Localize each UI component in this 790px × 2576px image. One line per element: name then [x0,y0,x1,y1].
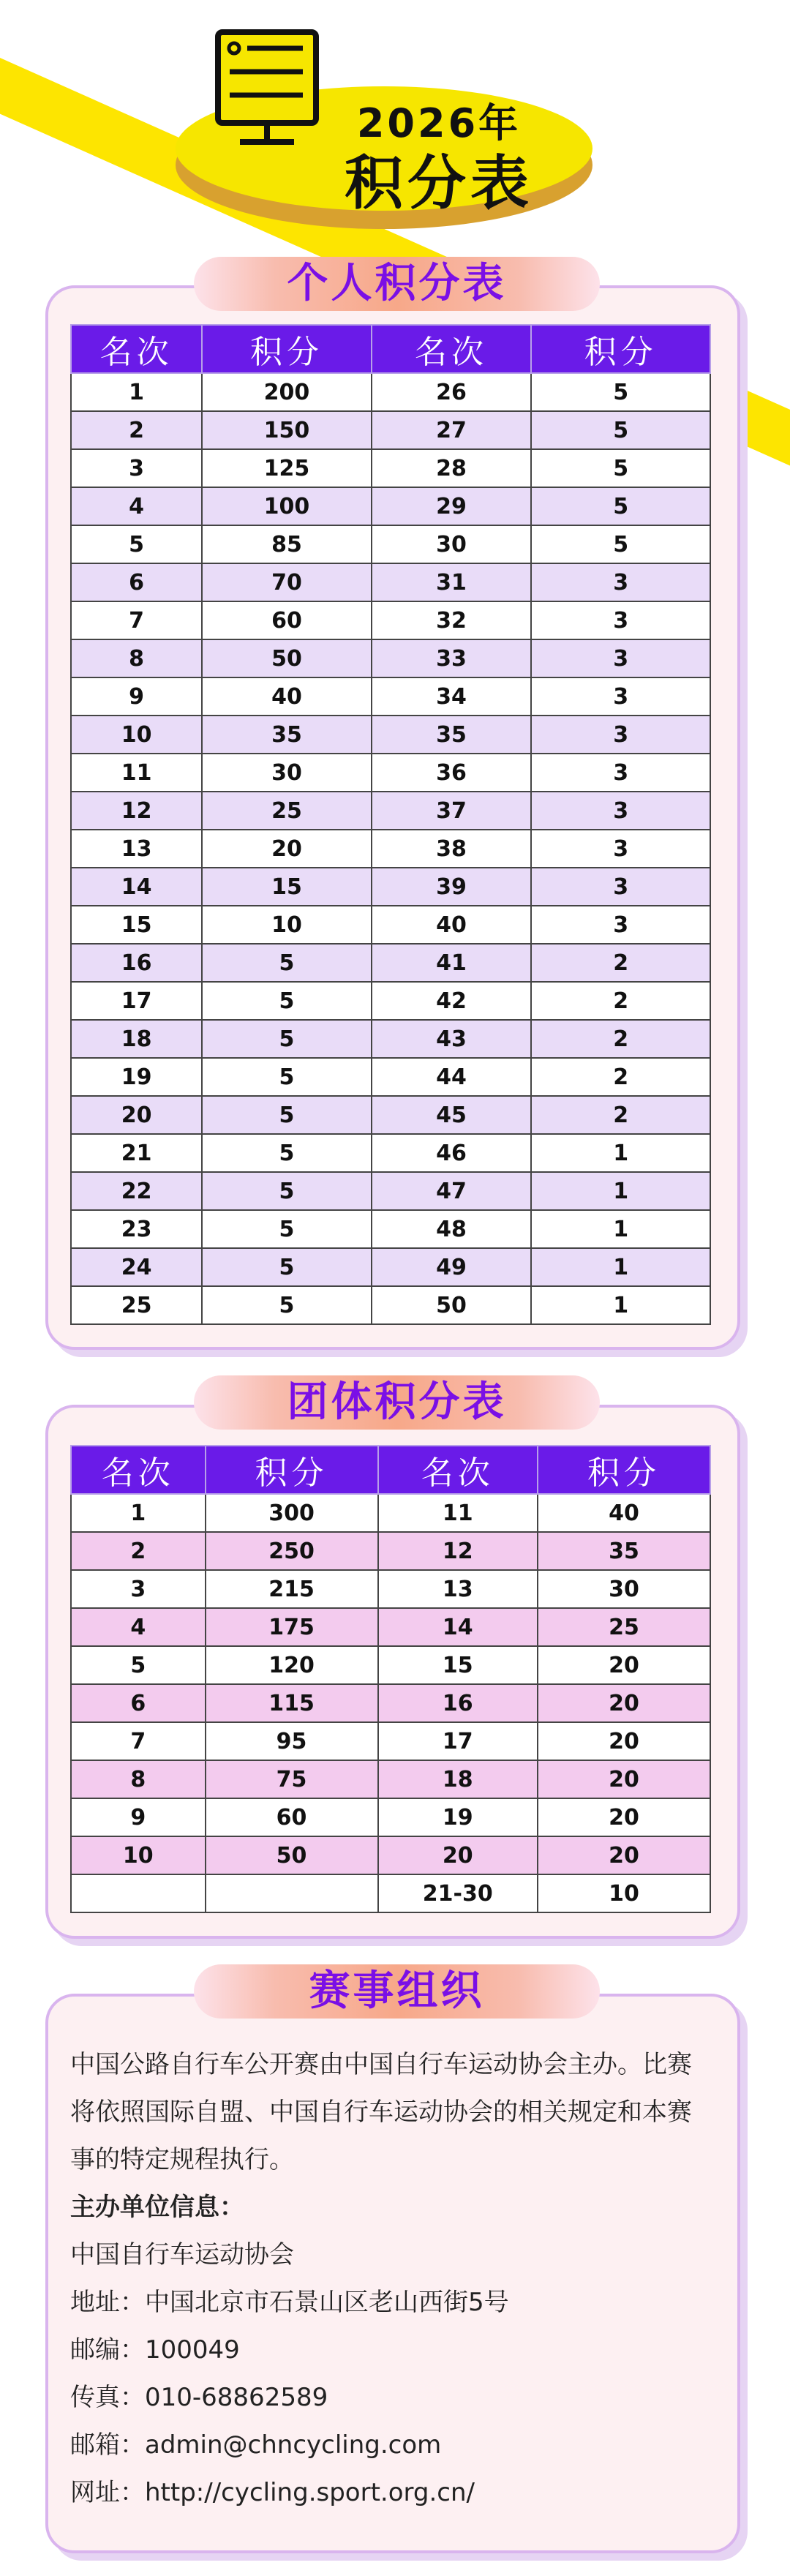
points-cell: 1 [531,1172,710,1210]
rank-cell: 12 [71,792,202,830]
table-row [71,1798,710,1836]
rank-cell: 6 [71,1684,206,1722]
points-cell: 30 [538,1570,710,1608]
rank-cell: 2 [71,1532,206,1570]
rank-cell: 28 [372,449,532,487]
table-row [71,906,710,944]
rank-cell: 38 [372,830,532,868]
rank-cell: 42 [372,982,532,1020]
header-year: 2026年 [356,100,522,146]
table-row [71,1172,710,1210]
rank-cell: 1 [71,373,202,411]
table-row [71,487,710,525]
points-cell: 250 [206,1532,378,1570]
points-cell: 175 [206,1608,378,1646]
points-cell: 200 [202,373,372,411]
rank-cell: 15 [378,1646,538,1684]
points-cell: 5 [531,449,710,487]
team-points-table [70,1445,711,1913]
table-row [71,1722,710,1760]
points-cell: 5 [531,525,710,563]
points-cell: 100 [202,487,372,525]
table-row [71,830,710,868]
points-cell: 3 [531,906,710,944]
individual-points-title: 个人积分表 [194,257,600,311]
organizer-postcode: 邮编：100049 [70,2335,240,2365]
table-row [71,1874,710,1912]
table-row [71,868,710,906]
rank-cell: 3 [71,1570,206,1608]
rank-cell: 21 [71,1134,202,1172]
points-cell: 5 [202,1210,372,1248]
points-cell: 5 [202,1286,372,1324]
points-cell: 25 [202,792,372,830]
points-cell: 2 [531,982,710,1020]
table-header-row [71,1446,710,1494]
points-cell: 3 [531,830,710,868]
table-row [71,1684,710,1722]
points-cell: 5 [202,1134,372,1172]
points-cell: 70 [202,563,372,601]
table-row [71,639,710,677]
points-cell: 3 [531,792,710,830]
points-cell: 150 [202,411,372,449]
points-cell: 20 [538,1760,710,1798]
table-row [71,944,710,982]
organizer-fax: 传真：010-68862589 [70,2383,328,2412]
individual-points-table [70,324,711,1325]
rank-cell: 47 [372,1172,532,1210]
points-cell: 5 [531,373,710,411]
organization-title: 赛事组织 [194,1964,600,2019]
table-row [71,373,710,411]
organization-text [70,2041,714,2517]
rank-cell: 8 [71,1760,206,1798]
organizer-website[interactable]: 网址：http://cycling.sport.org.cn/ [70,2478,475,2507]
points-cell: 3 [531,716,710,754]
points-cell: 2 [531,944,710,982]
table-row [71,677,710,716]
rank-cell: 24 [71,1248,202,1286]
rank-cell: 35 [372,716,532,754]
rank-cell: 5 [71,1646,206,1684]
rank-cell: 21-30 [378,1874,538,1912]
points-cell: 5 [531,411,710,449]
rank-cell: 16 [378,1684,538,1722]
column-header-points: 积分 [538,1446,710,1494]
rank-cell: 41 [372,944,532,982]
points-cell: 10 [538,1874,710,1912]
rank-cell: 13 [71,830,202,868]
rank-cell: 31 [372,563,532,601]
rank-cell: 4 [71,1608,206,1646]
points-cell: 120 [206,1646,378,1684]
points-cell: 15 [202,868,372,906]
rank-cell: 18 [71,1020,202,1058]
rank-cell: 13 [378,1570,538,1608]
rank-cell: 15 [71,906,202,944]
rank-cell: 36 [372,754,532,792]
rank-cell: 4 [71,487,202,525]
points-cell: 3 [531,677,710,716]
rank-cell: 14 [378,1608,538,1646]
points-cell: 3 [531,639,710,677]
points-cell: 20 [538,1836,710,1874]
points-cell: 215 [206,1570,378,1608]
table-row [71,716,710,754]
rank-cell: 3 [71,449,202,487]
rank-cell: 27 [372,411,532,449]
rank-cell: 16 [71,944,202,982]
rank-cell: 19 [71,1058,202,1096]
rank-cell: 9 [71,1798,206,1836]
points-cell: 50 [202,639,372,677]
points-cell: 20 [202,830,372,868]
table-row [71,449,710,487]
table-row [71,1570,710,1608]
rank-cell: 20 [71,1096,202,1134]
column-header-points: 积分 [202,325,372,373]
rank-cell: 2 [71,411,202,449]
rank-cell: 11 [71,754,202,792]
points-cell: 2 [531,1096,710,1134]
rank-cell: 9 [71,677,202,716]
table-row [71,754,710,792]
points-cell: 10 [202,906,372,944]
rank-cell: 8 [71,639,202,677]
table-row [71,601,710,639]
points-cell: 300 [206,1494,378,1532]
points-cell: 20 [538,1646,710,1684]
rank-cell: 46 [372,1134,532,1172]
rank-cell: 44 [372,1058,532,1096]
table-row [71,1836,710,1874]
rank-cell: 32 [372,601,532,639]
rank-cell: 17 [378,1722,538,1760]
header-title: 积分表 [345,149,533,217]
rank-cell: 19 [378,1798,538,1836]
rank-cell: 18 [378,1760,538,1798]
points-cell: 3 [531,601,710,639]
points-cell: 2 [531,1058,710,1096]
rank-cell: 5 [71,525,202,563]
rank-cell: 45 [372,1096,532,1134]
table-row [71,982,710,1020]
table-row [71,1210,710,1248]
table-row [71,1760,710,1798]
points-cell: 5 [202,944,372,982]
rank-cell: 6 [71,563,202,601]
table-row [71,1494,710,1532]
rank-cell: 20 [378,1836,538,1874]
table-row [71,1134,710,1172]
organizer-email[interactable]: 邮箱：admin@chncycling.com [70,2430,442,2460]
rank-cell: 48 [372,1210,532,1248]
points-cell: 3 [531,754,710,792]
column-header-points: 积分 [206,1446,378,1494]
rank-cell: 10 [71,716,202,754]
points-cell: 5 [202,982,372,1020]
column-header-rank: 名次 [378,1446,538,1494]
points-cell: 5 [202,1058,372,1096]
points-cell: 1 [531,1286,710,1324]
points-cell: 1 [531,1134,710,1172]
table-row [71,792,710,830]
points-cell: 1 [531,1210,710,1248]
rank-cell: 50 [372,1286,532,1324]
rank-cell: 33 [372,639,532,677]
points-cell: 5 [202,1248,372,1286]
rank-cell: 37 [372,792,532,830]
rank-cell: 22 [71,1172,202,1210]
rank-cell: 29 [372,487,532,525]
table-row [71,1532,710,1570]
rank-cell: 25 [71,1286,202,1324]
points-cell: 75 [206,1760,378,1798]
rank-cell: 14 [71,868,202,906]
points-cell: 30 [202,754,372,792]
rank-cell: 7 [71,601,202,639]
points-cell: 25 [538,1608,710,1646]
rank-cell: 1 [71,1494,206,1532]
rank-cell [71,1874,206,1912]
points-cell: 5 [202,1020,372,1058]
points-cell: 5 [202,1096,372,1134]
table-row [71,1646,710,1684]
points-cell: 20 [538,1722,710,1760]
points-cell [206,1874,378,1912]
organizer-address: 地址：中国北京市石景山区老山西街5号 [70,2288,509,2317]
rank-cell: 23 [71,1210,202,1248]
points-cell: 35 [538,1532,710,1570]
table-row [71,1286,710,1324]
points-cell: 60 [202,601,372,639]
column-header-rank: 名次 [71,1446,206,1494]
points-cell: 115 [206,1684,378,1722]
points-cell: 5 [202,1172,372,1210]
column-header-rank: 名次 [372,325,532,373]
rank-cell: 7 [71,1722,206,1760]
organization-intro: 中国公路自行车公开赛由中国自行车运动协会主办。比赛将依照国际自盟、中国自行车运动协会的相关规定和本赛事的特定规程执行。 [70,2050,692,2174]
rank-cell: 10 [71,1836,206,1874]
organizer-heading: 主办单位信息： [70,2193,244,2222]
points-cell: 85 [202,525,372,563]
rank-cell: 40 [372,906,532,944]
points-cell: 50 [206,1836,378,1874]
table-row [71,1096,710,1134]
table-row [71,1020,710,1058]
rank-cell: 17 [71,982,202,1020]
organizer-name: 中国自行车运动协会 [70,2240,294,2269]
rank-cell: 26 [372,373,532,411]
points-cell: 125 [202,449,372,487]
table-row [71,1058,710,1096]
team-points-title: 团体积分表 [194,1375,600,1430]
points-cell: 1 [531,1248,710,1286]
table-row [71,1608,710,1646]
points-cell: 5 [531,487,710,525]
rank-cell: 49 [372,1248,532,1286]
table-header-row [71,325,710,373]
points-cell: 40 [202,677,372,716]
points-cell: 2 [531,1020,710,1058]
rank-cell: 30 [372,525,532,563]
table-row [71,1248,710,1286]
column-header-points: 积分 [531,325,710,373]
points-cell: 20 [538,1684,710,1722]
points-cell: 3 [531,868,710,906]
points-cell: 95 [206,1722,378,1760]
rank-cell: 34 [372,677,532,716]
table-row [71,563,710,601]
header-badge [176,28,600,240]
rank-cell: 11 [378,1494,538,1532]
points-cell: 35 [202,716,372,754]
column-header-rank: 名次 [71,325,202,373]
points-cell: 3 [531,563,710,601]
points-cell: 20 [538,1798,710,1836]
table-row [71,411,710,449]
points-cell: 60 [206,1798,378,1836]
table-row [71,525,710,563]
rank-cell: 39 [372,868,532,906]
rank-cell: 12 [378,1532,538,1570]
rank-cell: 43 [372,1020,532,1058]
points-cell: 40 [538,1494,710,1532]
